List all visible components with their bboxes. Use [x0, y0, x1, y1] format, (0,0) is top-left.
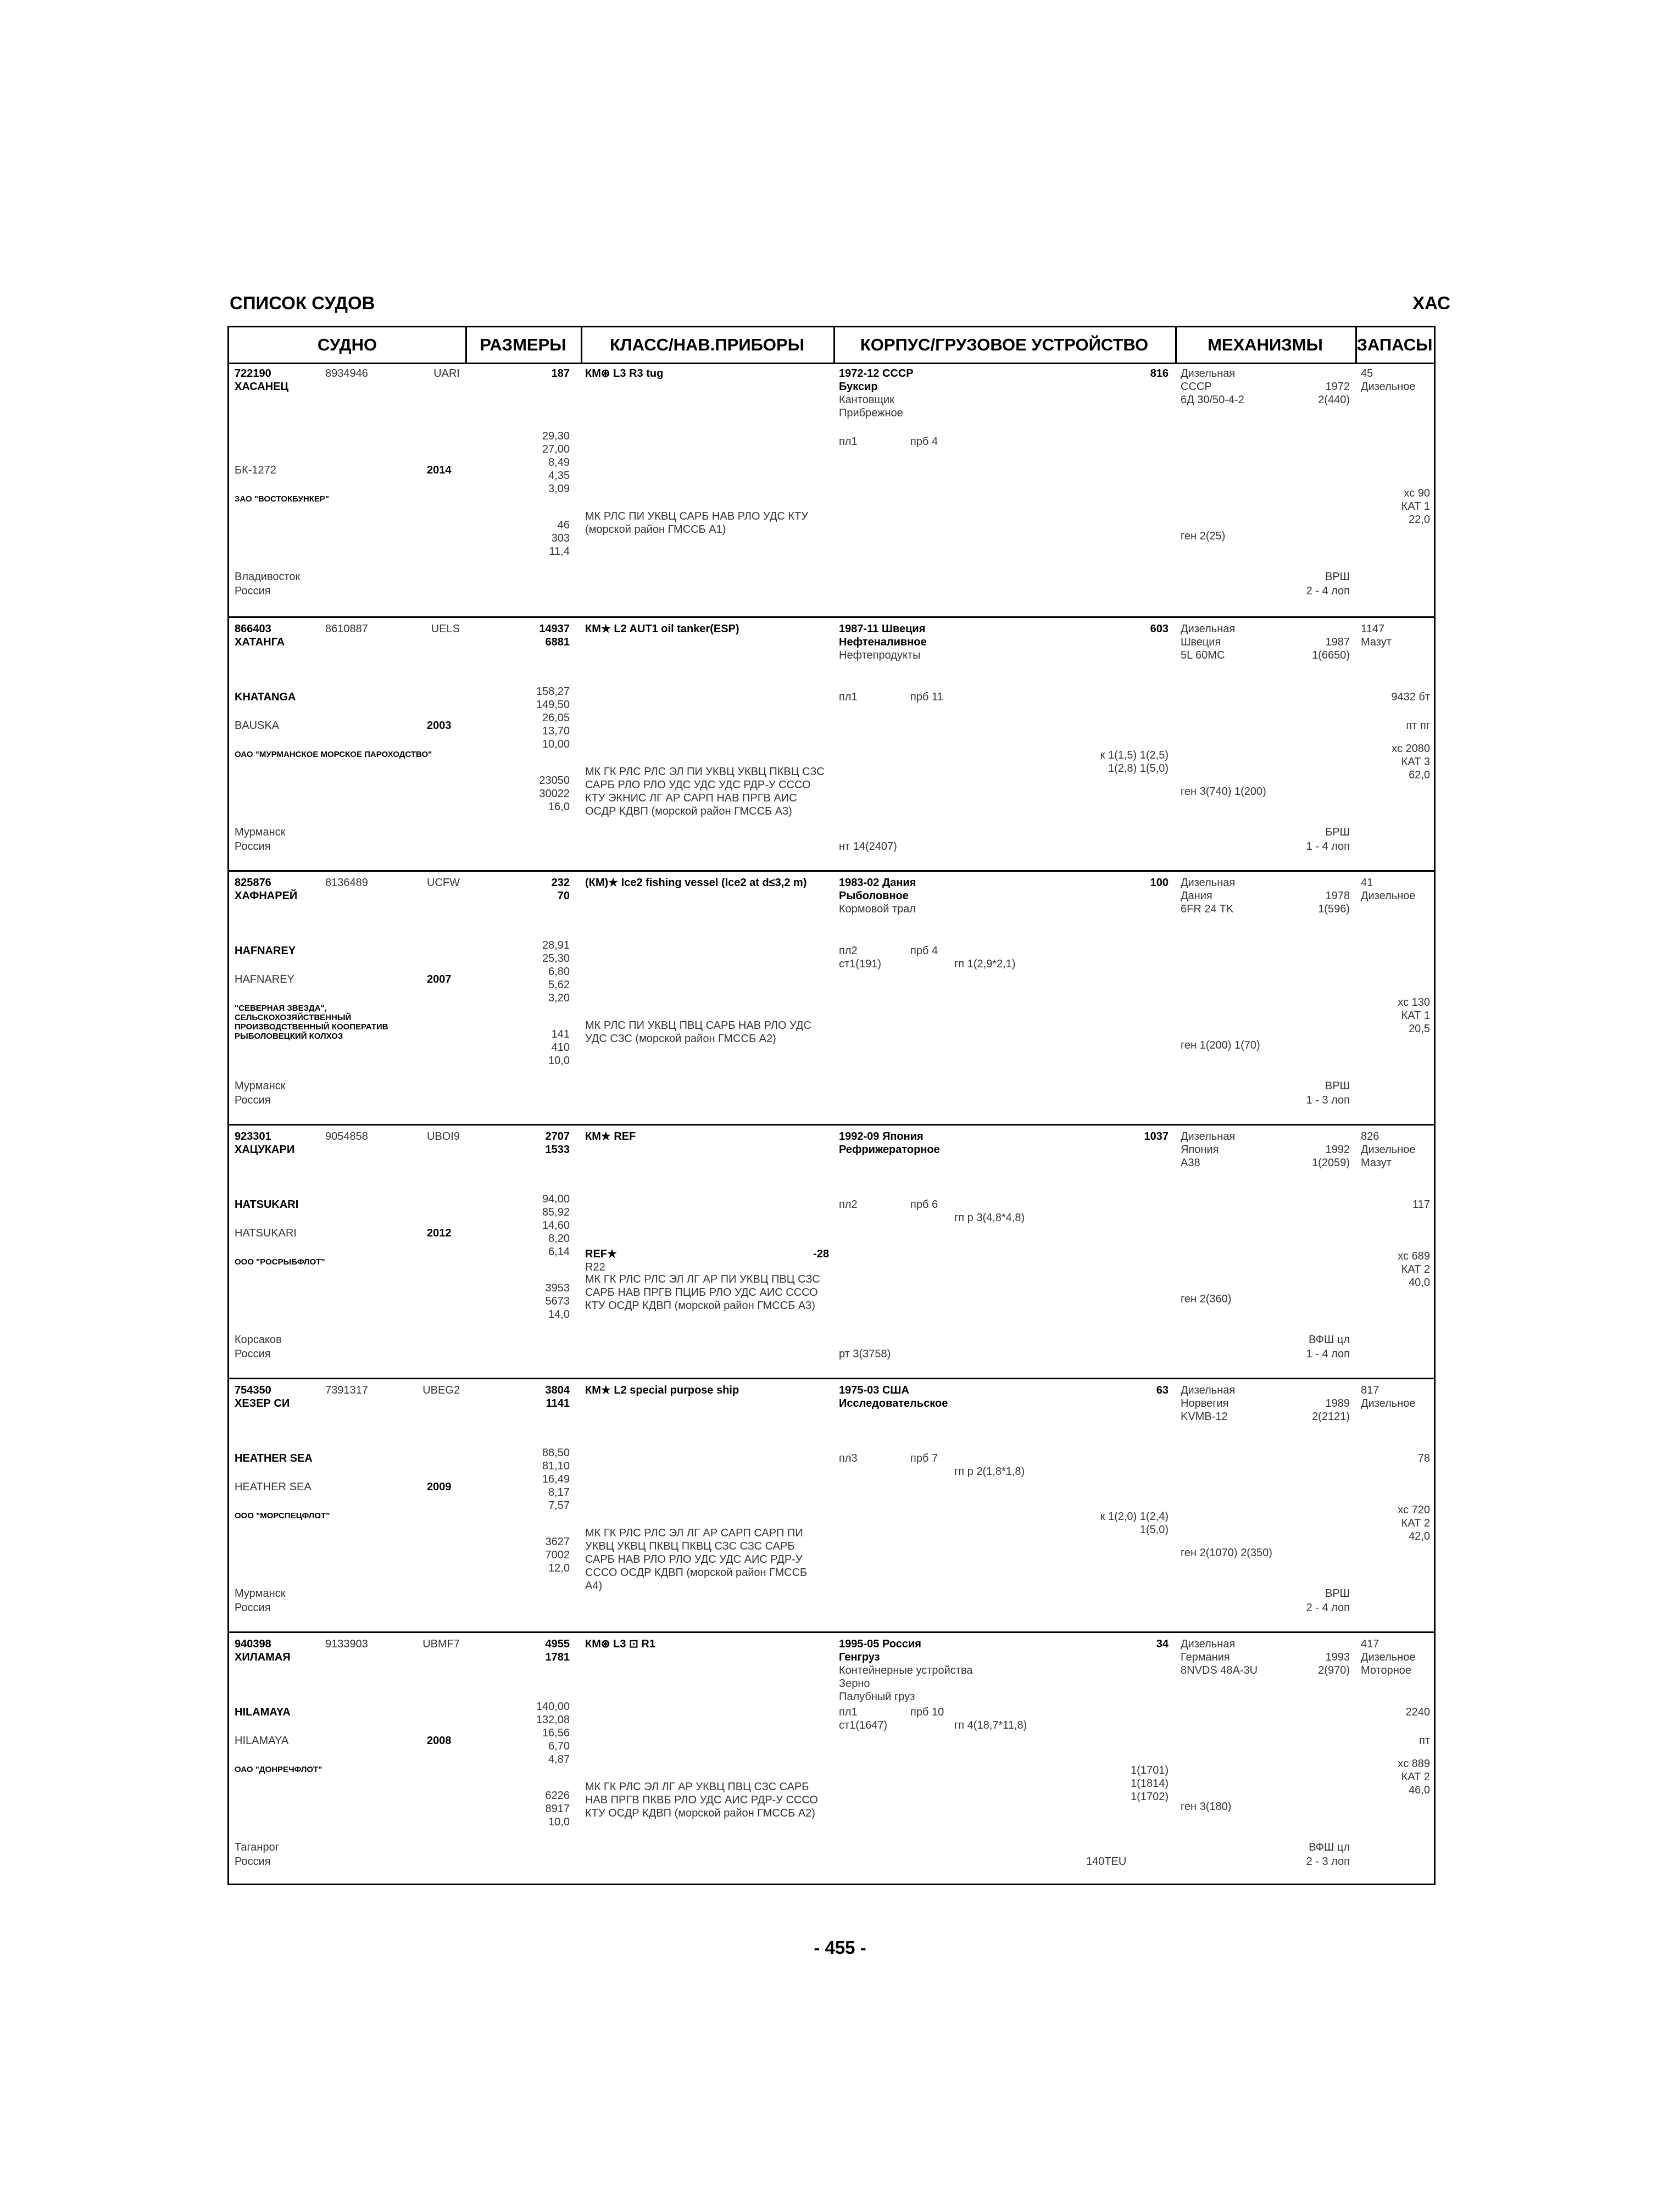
- hull-value: 100: [1150, 877, 1169, 889]
- nav-equipment: МК ГК РЛС РЛС ЭЛ ПИ УКВЦ УКВЦ ПКВЦ СЗС САРБ РЛО РЛО УДС УДС УДС РДР-У СССО КТУ ЭКНИС ЛГ АР САРП НАВ ПРГВ АИС ОСДР КДВП (морской район ГМССБ А3): [585, 766, 825, 817]
- dimension-value: 149,50: [536, 699, 570, 711]
- fuel-quantity: 45: [1361, 367, 1373, 380]
- register-year: 2003: [427, 720, 452, 732]
- ref-notation: REF★: [585, 1248, 617, 1260]
- ship-purpose: Кормовой трал: [839, 903, 916, 915]
- range: хс 889: [1398, 1758, 1430, 1770]
- owner-name: ООО "РОСРЫБФЛОТ": [235, 1257, 325, 1267]
- home-port: Мурманск: [235, 1080, 286, 1092]
- imo-number: 8610887: [325, 623, 368, 635]
- reg-number: 825876: [235, 877, 271, 889]
- propeller-blades: 1 - 3 лоп: [1306, 1094, 1350, 1106]
- gross-tonnage: 4955: [545, 1638, 570, 1650]
- generators: ген 3(180): [1181, 1801, 1232, 1813]
- generators: ген 3(740) 1(200): [1181, 786, 1266, 798]
- flag-country: Россия: [235, 585, 271, 597]
- col-header-ship: СУДНО: [317, 335, 377, 354]
- tonnage-value: 410: [551, 1041, 570, 1054]
- gross-tonnage: 187: [551, 367, 570, 380]
- engine-model: A38: [1181, 1157, 1200, 1169]
- dimension-value: 140,00: [536, 1701, 570, 1713]
- teu-capacity: 140TEU: [1086, 1856, 1127, 1868]
- engine-type: Дизельная: [1181, 1130, 1236, 1143]
- dimension-value: 6,14: [548, 1246, 570, 1258]
- nav-equipment: МК РЛС ПИ УКВЦ САРБ НАВ РЛО УДС КТУ (морской район ГМССБ А1): [585, 510, 808, 536]
- latin-name: HAFNAREY: [235, 945, 296, 957]
- dimension-value: 7,57: [548, 1500, 570, 1512]
- dimension-value: 27,00: [542, 443, 570, 455]
- col-header-stores: ЗАПАСЫ: [1356, 335, 1433, 354]
- ship-register-table: [227, 326, 1436, 1885]
- fuel-extra-2: пт: [1419, 1735, 1430, 1747]
- fuel-type: Дизельное: [1361, 1397, 1416, 1410]
- ship-name: ХАФНАРЕЙ: [235, 890, 298, 902]
- flag-country: Россия: [235, 1602, 271, 1614]
- imo-number: 8934946: [325, 367, 368, 380]
- refrigerant: R22: [585, 1261, 605, 1273]
- category: КАТ 3: [1401, 756, 1430, 768]
- tonnage-value: 5673: [545, 1295, 570, 1307]
- dimension-value: 94,00: [542, 1193, 570, 1205]
- latin-name: HATSUKARI: [235, 1199, 299, 1211]
- holds: пл3: [839, 1452, 858, 1464]
- generators: ген 2(1070) 2(350): [1181, 1547, 1272, 1559]
- tonnage-value: 6226: [545, 1790, 570, 1802]
- tonnage-value: 10,0: [548, 1055, 570, 1067]
- dimension-value: 6,70: [548, 1740, 570, 1752]
- tonnage-value: 23050: [539, 775, 570, 787]
- reg-number: 940398: [235, 1638, 271, 1650]
- tonnage-value: 30022: [539, 788, 570, 800]
- home-port: Мурманск: [235, 1587, 286, 1600]
- nav-equipment: МК ГК РЛС ЭЛ ЛГ АР УКВЦ ПВЦ СЗС САРБ НАВ ПРГВ ПКВБ РЛО УДС АИС РДР-У СССО КТУ ОСДР КДВП (морской район ГМССБ А2): [585, 1781, 818, 1819]
- tank-info: нт 14(2407): [839, 840, 897, 853]
- ship-purpose: Контейнерные устройства: [839, 1664, 973, 1676]
- reg-number: 923301: [235, 1130, 271, 1143]
- dimension-value: 10,00: [542, 738, 570, 750]
- class-notation: КМ★ REF: [585, 1130, 636, 1143]
- home-port: Владивосток: [235, 571, 301, 583]
- fuel-type: Дизельное: [1361, 1144, 1416, 1156]
- crane-info: к 1(1,5) 1(2,5): [1100, 749, 1169, 761]
- hull-value: 816: [1150, 367, 1169, 380]
- dimension-value: 29,30: [542, 430, 570, 442]
- fuel-quantity: 41: [1361, 877, 1373, 889]
- owner-name: ОАО "МУРМАНСКОЕ МОРСКОЕ ПАРОХОДСТВО": [235, 750, 432, 759]
- col-header-class: КЛАСС/НАВ.ПРИБОРЫ: [609, 335, 805, 354]
- reg-number: 866403: [235, 623, 271, 635]
- nav-equipment: МК ГК РЛС РЛС ЭЛ ЛГ АР ПИ УКВЦ ПВЦ СЗС САРБ НАВ ПРГВ ПЦИБ РЛО УДС АИС СССО КТУ ОСДР КДВП (морской район ГМССБ А3): [585, 1273, 820, 1312]
- dimension-value: 4,35: [548, 470, 570, 482]
- dimension-value: 85,92: [542, 1206, 570, 1218]
- fuel-extra: 2240: [1405, 1706, 1430, 1718]
- fuel-extra: 117: [1412, 1199, 1430, 1211]
- call-sign: UELS: [431, 623, 460, 635]
- owner-name: ООО "МОРСПЕЦФЛОТ": [235, 1511, 330, 1520]
- ship-type: Исследовательское: [839, 1397, 948, 1410]
- ship-purpose: Палубный груз: [839, 1691, 915, 1703]
- range: хс 130: [1398, 996, 1430, 1009]
- tonnage-value: 10,0: [548, 1816, 570, 1828]
- col-header-hull: КОРПУС/ГРУЗОВОЕ УСТРОЙСТВО: [860, 335, 1149, 354]
- crane-info: 1(1701): [1131, 1764, 1169, 1776]
- crane-info: к 1(2,0) 1(2,4): [1100, 1511, 1169, 1523]
- category: КАТ 2: [1401, 1771, 1430, 1783]
- col-header-machinery: МЕХАНИЗМЫ: [1208, 335, 1323, 354]
- nav-equipment: МК РЛС ПИ УКВЦ ПВЦ САРБ НАВ РЛО УДС УДС СЗС (морской район ГМССБ А2): [585, 1020, 811, 1045]
- tonnage-value: 14,0: [548, 1308, 570, 1321]
- former-name: HATSUKARI: [235, 1227, 297, 1239]
- ship-record: [229, 1124, 1434, 1379]
- hatches: прб 7: [910, 1452, 938, 1464]
- propeller: ВРШ: [1325, 571, 1350, 583]
- ship-name: ХИЛАМАЯ: [235, 1651, 291, 1663]
- page-title: СПИСОК СУДОВ: [230, 293, 375, 313]
- category: КАТ 2: [1401, 1517, 1430, 1529]
- dimension-value: 28,91: [542, 939, 570, 951]
- dimension-value: 16,49: [542, 1473, 570, 1485]
- engine-type: Дизельная: [1181, 877, 1236, 889]
- engine-year: 1987: [1325, 636, 1350, 648]
- propeller-blades: 1 - 4 лоп: [1306, 840, 1350, 853]
- holds: пл2: [839, 945, 858, 957]
- gross-tonnage: 232: [551, 877, 570, 889]
- net-tonnage: 6881: [545, 636, 570, 648]
- dimension-value: 88,50: [542, 1447, 570, 1459]
- ship-type: Рыболовное: [839, 890, 909, 902]
- propeller: ВФШ цл: [1309, 1841, 1350, 1853]
- engine-country: Германия: [1181, 1651, 1230, 1663]
- engine-power: 2(2121): [1312, 1411, 1350, 1423]
- ship-record: [229, 870, 1434, 1125]
- generators: ген 2(360): [1181, 1293, 1232, 1305]
- cargo-gear-2: гп р 2(1,8*1,8): [954, 1466, 1025, 1478]
- home-port: Корсаков: [235, 1334, 282, 1346]
- hull-value: 603: [1150, 623, 1169, 635]
- generators: ген 1(200) 1(70): [1181, 1039, 1260, 1051]
- former-name: БК-1272: [235, 464, 276, 476]
- cargo-gear: ст1(1647): [839, 1719, 888, 1731]
- engine-model: 6FR 24 TK: [1181, 903, 1234, 915]
- col-header-dimensions: РАЗМЕРЫ: [480, 335, 566, 354]
- tonnage-value: 16,0: [548, 801, 570, 813]
- tonnage-value: 8917: [545, 1803, 570, 1815]
- fuel-type-2: Мазут: [1361, 1157, 1392, 1169]
- ship-record: [229, 363, 1434, 617]
- propeller-blades: 2 - 3 лоп: [1306, 1856, 1350, 1868]
- cargo-gear: ст1(191): [839, 958, 881, 970]
- tonnage-value: 3953: [545, 1282, 570, 1294]
- engine-power: 1(2059): [1312, 1157, 1350, 1169]
- hatches: прб 4: [910, 436, 938, 448]
- net-tonnage: 1141: [546, 1397, 570, 1410]
- autonomy: 46,0: [1409, 1784, 1430, 1796]
- propeller-blades: 1 - 4 лоп: [1306, 1348, 1350, 1360]
- owner-name: "СЕВЕРНАЯ ЗВЕЗДА", СЕЛЬСКОХОЗЯЙСТВЕННЫЙ ПРОИЗВОДСТВЕННЫЙ КООПЕРАТИВ РЫБОЛОВЕЦКИЙ КОЛХОЗ: [235, 1004, 388, 1041]
- hull-value: 1037: [1144, 1130, 1169, 1143]
- engine-type: Дизельная: [1181, 367, 1236, 380]
- owner-name: ЗАО "ВОСТОКБУНКЕР": [235, 494, 330, 504]
- ship-purpose: Зерно: [839, 1678, 870, 1690]
- autonomy: 22,0: [1409, 514, 1430, 526]
- dimension-value: 8,20: [548, 1233, 570, 1245]
- engine-year: 1978: [1325, 890, 1350, 902]
- ship-name: ХАСАНЕЦ: [235, 381, 289, 393]
- class-notation: КМ★ L2 AUT1 oil tanker(ESP): [585, 623, 739, 635]
- tonnage-value: 46: [557, 519, 570, 531]
- build-info: 1995-05 Россия: [839, 1638, 921, 1650]
- register-year: 2007: [427, 973, 452, 985]
- engine-type: Дизельная: [1181, 1638, 1236, 1650]
- tank-info: рт 3(3758): [839, 1348, 891, 1360]
- call-sign: UBMF7: [422, 1638, 460, 1650]
- dimension-value: 158,27: [536, 686, 570, 698]
- hatches: прб 10: [910, 1706, 944, 1718]
- category: КАТ 1: [1401, 500, 1430, 512]
- class-notation: (КМ)★ Ice2 fishing vessel (Ice2 at d≤3,2 m): [585, 877, 807, 889]
- former-name: HILAMAYA: [235, 1735, 289, 1747]
- ship-purpose: Нефтепродукты: [839, 649, 921, 661]
- crane-info: 1(2,8) 1(5,0): [1108, 762, 1169, 775]
- flag-country: Россия: [235, 840, 271, 853]
- latin-name: KHATANGA: [235, 691, 296, 703]
- call-sign: UARI: [433, 367, 460, 380]
- crane-info: 1(1702): [1131, 1791, 1169, 1803]
- register-year: 2014: [427, 464, 452, 476]
- call-sign: UBOI9: [426, 1130, 460, 1143]
- ship-record: [229, 1631, 1434, 1886]
- ship-type: Рефрижераторное: [839, 1144, 940, 1156]
- cargo-gear-2: гп р 3(4,8*4,8): [954, 1212, 1025, 1224]
- fuel-type: Мазут: [1361, 636, 1392, 648]
- ref-temperature: -28: [813, 1248, 829, 1260]
- dimension-value: 3,20: [548, 992, 570, 1004]
- dimension-value: 8,17: [548, 1486, 570, 1498]
- ship-purpose: Прибрежное: [839, 407, 903, 419]
- build-info: 1972-12 СССР: [839, 367, 914, 380]
- fuel-type: Дизельное: [1361, 1651, 1416, 1663]
- section-index: ХАС: [1412, 293, 1450, 313]
- reg-number: 722190: [235, 367, 271, 380]
- call-sign: UBEG2: [422, 1384, 460, 1396]
- home-port: Таганрог: [235, 1841, 280, 1853]
- ship-type: Генгруз: [839, 1651, 880, 1663]
- fuel-type: Дизельное: [1361, 890, 1416, 902]
- build-info: 1987-11 Швеция: [839, 623, 926, 635]
- flag-country: Россия: [235, 1856, 271, 1868]
- ship-name: ХЕЗЕР СИ: [235, 1397, 290, 1410]
- ship-record: [229, 616, 1434, 871]
- tonnage-value: 7002: [545, 1549, 570, 1561]
- hatches: прб 11: [910, 691, 943, 703]
- gross-tonnage: 14937: [539, 623, 570, 635]
- engine-type: Дизельная: [1181, 1384, 1236, 1396]
- generators: ген 2(25): [1181, 530, 1226, 542]
- dimension-value: 81,10: [542, 1460, 570, 1472]
- cargo-gear-2: гп 4(18,7*11,8): [954, 1719, 1027, 1731]
- home-port: Мурманск: [235, 826, 286, 838]
- ship-purpose: Кантовщик: [839, 394, 894, 406]
- range: хс 2080: [1392, 743, 1430, 755]
- dimension-value: 26,05: [542, 712, 570, 724]
- propeller-blades: 2 - 4 лоп: [1306, 1602, 1350, 1614]
- fuel-extra: 78: [1417, 1452, 1430, 1464]
- class-notation: КМ★ L2 special purpose ship: [585, 1384, 739, 1396]
- ship-name: ХАЦУКАРИ: [235, 1144, 295, 1156]
- fuel-type: Дизельное: [1361, 381, 1416, 393]
- engine-model: 6Д 30/50-4-2: [1181, 394, 1244, 406]
- engine-power: 1(596): [1318, 903, 1350, 915]
- nav-equipment: МК ГК РЛС РЛС ЭЛ ЛГ АР САРП САРП ПИ УКВЦ УКВЦ ПКВЦ ПКВЦ СЗС СЗС САРБ САРБ НАВ РЛО РЛО УДС УДС АИС РДР-У СССО ОСДР КДВП (морской район ГМССБ А4): [585, 1527, 808, 1592]
- crane-info: 1(1814): [1131, 1778, 1169, 1790]
- fuel-type-2: Моторное: [1361, 1664, 1412, 1676]
- tonnage-value: 3627: [545, 1536, 570, 1548]
- holds: пл1: [839, 436, 858, 448]
- engine-country: Япония: [1181, 1144, 1219, 1156]
- fuel-quantity: 1147: [1361, 623, 1385, 635]
- net-tonnage: 1533: [545, 1144, 570, 1156]
- class-notation: КМ⊛ L3 ⊡ R1: [585, 1638, 655, 1650]
- engine-year: 1972: [1325, 381, 1350, 393]
- hull-value: 34: [1156, 1638, 1169, 1650]
- hatches: прб 6: [910, 1199, 938, 1211]
- engine-power: 1(6650): [1312, 649, 1350, 661]
- engine-model: 8NVDS 48A-3U: [1181, 1664, 1258, 1676]
- tonnage-value: 12,0: [548, 1562, 570, 1574]
- holds: пл1: [839, 691, 858, 703]
- flag-country: Россия: [235, 1348, 271, 1360]
- tonnage-value: 11,4: [549, 545, 570, 558]
- tonnage-value: 141: [551, 1028, 570, 1040]
- engine-model: KVMB-12: [1181, 1411, 1228, 1423]
- ship-name: ХАТАНГА: [235, 636, 285, 648]
- reg-number: 754350: [235, 1384, 271, 1396]
- propeller: БРШ: [1325, 826, 1350, 838]
- propeller: ВРШ: [1325, 1080, 1350, 1092]
- flag-country: Россия: [235, 1094, 271, 1106]
- engine-model: 5L 60MC: [1181, 649, 1225, 661]
- imo-number: 9054858: [325, 1130, 368, 1143]
- build-info: 1975-03 США: [839, 1384, 909, 1396]
- range: хс 689: [1398, 1250, 1430, 1262]
- engine-country: Швеция: [1181, 636, 1221, 648]
- dimension-value: 14,60: [542, 1219, 570, 1232]
- fuel-quantity: 817: [1361, 1384, 1379, 1396]
- imo-number: 8136489: [325, 877, 368, 889]
- autonomy: 42,0: [1409, 1530, 1430, 1542]
- hull-value: 63: [1156, 1384, 1169, 1396]
- engine-power: 2(440): [1318, 394, 1350, 406]
- dimension-value: 16,56: [542, 1727, 570, 1739]
- dimension-value: 3,09: [548, 483, 570, 495]
- imo-number: 7391317: [325, 1384, 368, 1396]
- tonnage-value: 303: [551, 532, 570, 544]
- engine-year: 1993: [1325, 1651, 1350, 1663]
- ship-record: [229, 1378, 1434, 1633]
- engine-year: 1989: [1325, 1397, 1350, 1410]
- autonomy: 40,0: [1409, 1277, 1430, 1289]
- engine-type: Дизельная: [1181, 623, 1236, 635]
- build-info: 1992-09 Япония: [839, 1130, 924, 1143]
- table-header: [229, 327, 1434, 364]
- engine-country: Дания: [1181, 890, 1212, 902]
- engine-year: 1992: [1325, 1144, 1350, 1156]
- autonomy: 20,5: [1409, 1023, 1430, 1035]
- category: КАТ 2: [1401, 1263, 1430, 1275]
- engine-power: 2(970): [1318, 1664, 1350, 1676]
- register-year: 2012: [427, 1227, 452, 1239]
- category: КАТ 1: [1401, 1010, 1430, 1022]
- range: хс 90: [1404, 487, 1430, 499]
- fuel-quantity: 826: [1361, 1130, 1379, 1143]
- class-notation: КМ⊛ L3 R3 tug: [585, 367, 664, 380]
- dimension-value: 25,30: [542, 952, 570, 965]
- dimension-value: 8,49: [548, 456, 570, 469]
- ship-type: Буксир: [839, 381, 878, 393]
- engine-country: СССР: [1181, 381, 1212, 393]
- propeller-blades: 2 - 4 лоп: [1306, 585, 1350, 597]
- fuel-extra: 9432 бт: [1391, 691, 1430, 703]
- holds: пл2: [839, 1199, 858, 1211]
- fuel-extra-2: пт пг: [1406, 720, 1430, 732]
- dimension-value: 132,08: [536, 1714, 570, 1726]
- gross-tonnage: 3804: [545, 1384, 570, 1396]
- engine-country: Норвегия: [1181, 1397, 1229, 1410]
- call-sign: UCFW: [427, 877, 460, 889]
- fuel-quantity: 417: [1361, 1638, 1379, 1650]
- former-name: HAFNAREY: [235, 973, 294, 985]
- hatches: прб 4: [910, 945, 938, 957]
- propeller: ВФШ цл: [1309, 1334, 1350, 1346]
- register-year: 2009: [427, 1481, 452, 1493]
- latin-name: HILAMAYA: [235, 1706, 291, 1718]
- register-year: 2008: [427, 1735, 452, 1747]
- imo-number: 9133903: [325, 1638, 368, 1650]
- former-name: HEATHER SEA: [235, 1481, 311, 1493]
- build-info: 1983-02 Дания: [839, 877, 916, 889]
- cargo-gear-2: гп 1(2,9*2,1): [954, 958, 1016, 970]
- crane-info: 1(5,0): [1139, 1524, 1169, 1536]
- former-name: BAUSKA: [235, 720, 280, 732]
- gross-tonnage: 2707: [545, 1130, 570, 1143]
- dimension-value: 5,62: [548, 979, 570, 991]
- propeller: ВРШ: [1325, 1587, 1350, 1600]
- page-number: - 455 -: [814, 1937, 866, 1958]
- dimension-value: 4,87: [548, 1753, 570, 1765]
- holds: пл1: [839, 1706, 858, 1718]
- ship-type: Нефтеналивное: [839, 636, 927, 648]
- range: хс 720: [1398, 1504, 1430, 1516]
- owner-name: ОАО "ДОНРЕЧФЛОТ": [235, 1765, 322, 1774]
- net-tonnage: 1781: [545, 1651, 570, 1663]
- autonomy: 62,0: [1409, 769, 1430, 781]
- dimension-value: 13,70: [542, 725, 570, 737]
- dimension-value: 6,80: [548, 966, 570, 978]
- net-tonnage: 70: [557, 890, 570, 902]
- latin-name: HEATHER SEA: [235, 1452, 313, 1464]
